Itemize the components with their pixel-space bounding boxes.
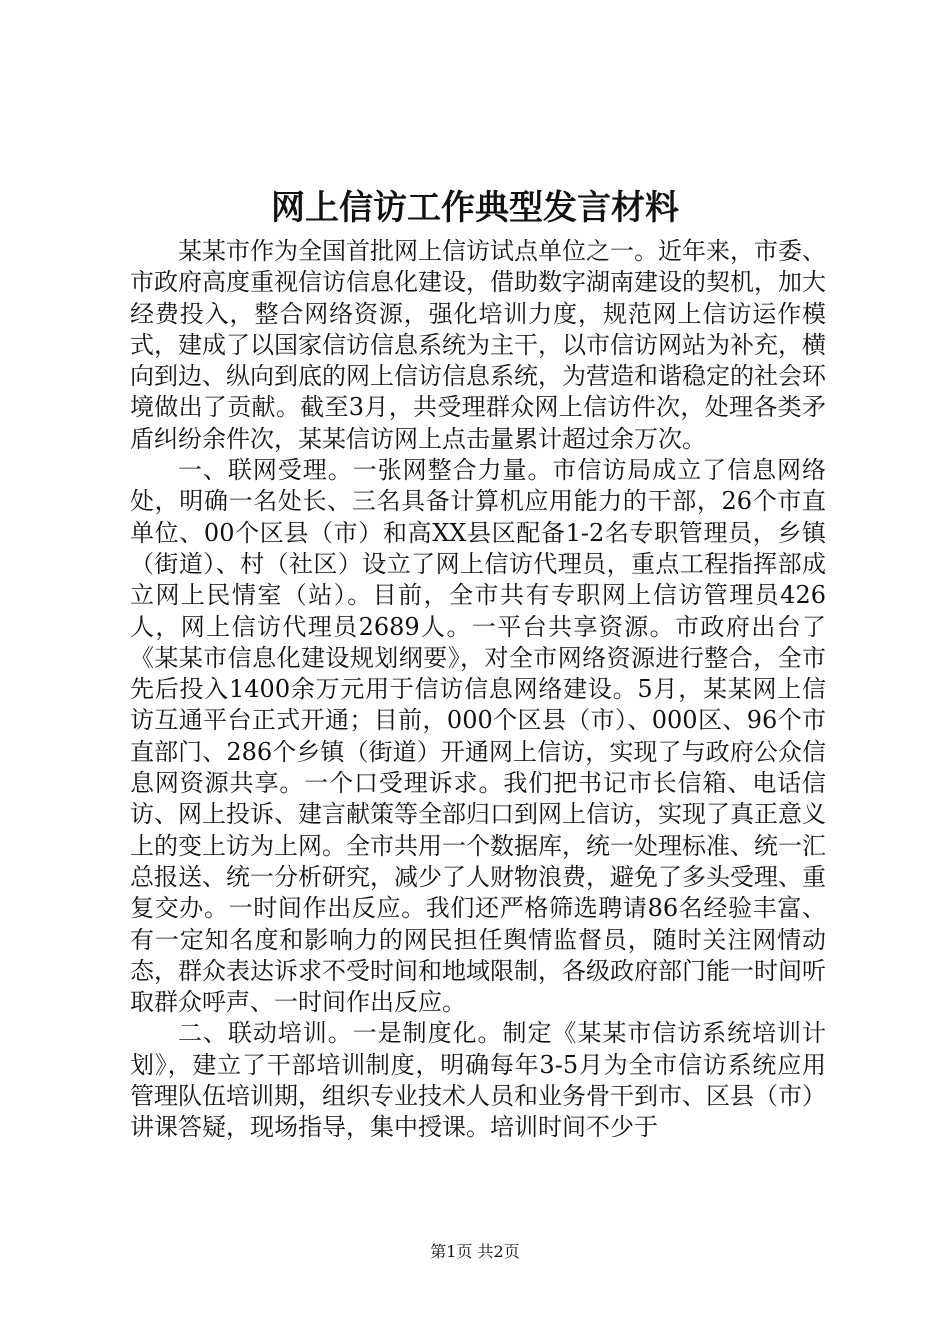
paragraph-intro: 某某市作为全国首批网上信访试点单位之一。近年来，市委、市政府高度重视信访信息化建设，借助数字湖南建设的契机，加大经费投入，整合网络资源，强化培训力度，规范网上信访运作模式，建成了以国家信访信息系统为主干，以市信访网站为补充，横向到边、纵向到底的网上信访信息系统，为营造和谐稳定的社会环境做出了贡献。截至3月，共受理群众网上信访件次，处理各类矛盾纠纷余件次，某某信访网上点击量累计超过余万次。 xyxy=(130,237,826,453)
paragraph-section-2: 二、联动培训。一是制度化。制定《某某市信访系统培训计划》，建立了干部培训制度，明确每年3-5月为全市信访系统应用管理队伍培训期，组织专业技术人员和业务骨干到市、区县（市）讲课答疑，现场指导，集中授课。培训时间不少于 xyxy=(130,1019,826,1142)
page-number-footer: 第1页 共2页 xyxy=(430,1242,520,1261)
document-title: 网上信访工作典型发言材料 xyxy=(271,188,679,228)
document-body xyxy=(130,236,826,1144)
paragraph-section-1: 一、联网受理。一张网整合力量。市信访局成立了信息网络处，明确一名处长、三名具备计算机应用能力的干部，26个市直单位、00个区县（市）和高XX县区配备1-2名专职管理员，乡镇（街道）、村（社区）设立了网上信访代理员，重点工程指挥部成立网上民情室（站）。目前，全市共有专职网上信访管理员426人，网上信访代理员2689人。一平台共享资源。市政府出台了《某某市信息化建设规划纲要》，对全市网络资源进行整合，全市先后投入1400余万元用于信访信息网络建设。5月，某某网上信访互通平台正式开通；目前，000个区县（市）、000区、96个市直部门、286个乡镇（街道）开通网上信访，实现了与政府公众信息网资源共享。一个口受理诉求。我们把书记市长信箱、电话信访、网上投诉、建言献策等全部归口到网上信访，实现了真正意义上的变上访为上网。全市共用一个数据库，统一处理标准、统一汇总报送、统一分析研究，减少了人财物浪费，避免了多头受理、重复交办。一时间作出反应。我们还严格筛选聘请86名经验丰富、有一定知名度和影响力的网民担任舆情监督员，随时关注网情动态，群众表达诉求不受时间和地域限制，各级政府部门能一时间听取群众呼声、一时间作出反应。 xyxy=(130,456,826,1017)
